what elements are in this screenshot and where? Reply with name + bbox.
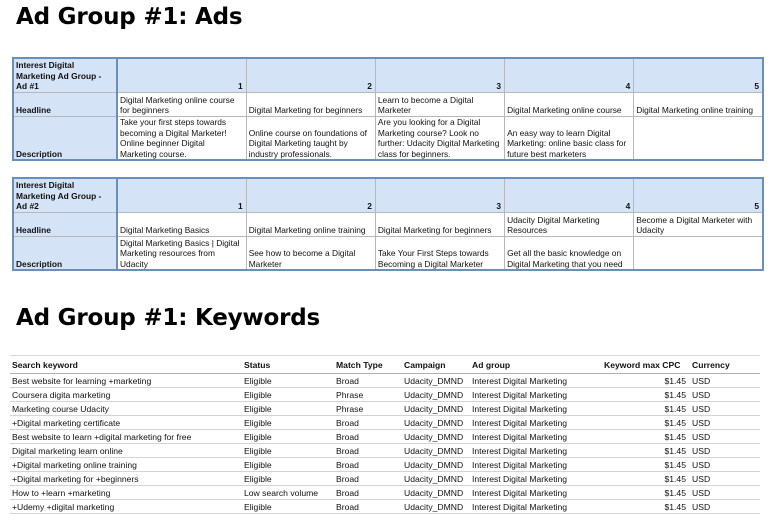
status-cell: Eligible <box>242 500 334 514</box>
description-cell: An easy way to learn Digital Marketing: online basic class for future best marketers <box>505 116 634 160</box>
status-cell: Eligible <box>242 388 334 402</box>
header-ad-group: Ad group <box>470 356 602 374</box>
headline-label: Headline <box>13 92 117 116</box>
campaign-cell: Udacity_DMND <box>402 388 470 402</box>
keywords-section-title: Ad Group #1: Keywords <box>16 305 320 331</box>
currency-cell: USD <box>690 472 760 486</box>
ad-number: 3 <box>375 58 504 92</box>
description-cell <box>634 116 763 160</box>
status-cell: Low search volume <box>242 486 334 500</box>
description-label: Description <box>13 116 117 160</box>
header-currency: Currency <box>690 356 760 374</box>
keyword-row <box>10 444 760 458</box>
max-cpc-cell: $1.45 <box>602 430 690 444</box>
keyword-cell: +Digital marketing for +beginners <box>10 472 242 486</box>
ad-number: 2 <box>246 58 375 92</box>
ad-number: 3 <box>375 178 504 212</box>
ad-group-label: Interest Digital Marketing Ad Group - Ad #2 <box>13 178 117 212</box>
ad-number: 4 <box>505 178 634 212</box>
keyword-cell: Best website to learn +digital marketing for free <box>10 430 242 444</box>
header-keyword-max-cpc: Keyword max CPC <box>602 356 690 374</box>
keyword-row <box>10 416 760 430</box>
keyword-row <box>10 388 760 402</box>
keyword-row <box>10 430 760 444</box>
headline-label: Headline <box>13 212 117 236</box>
ad-group-cell: Interest Digital Marketing <box>470 402 602 416</box>
ad-group-cell: Interest Digital Marketing <box>470 486 602 500</box>
currency-cell: USD <box>690 458 760 472</box>
ad-group-cell: Interest Digital Marketing <box>470 444 602 458</box>
match-type-cell: Broad <box>334 444 402 458</box>
keyword-row <box>10 458 760 472</box>
match-type-cell: Phrase <box>334 402 402 416</box>
ad-group-cell: Interest Digital Marketing <box>470 388 602 402</box>
status-cell: Eligible <box>242 472 334 486</box>
ad-number: 4 <box>505 58 634 92</box>
status-cell: Eligible <box>242 416 334 430</box>
max-cpc-cell: $1.45 <box>602 388 690 402</box>
keywords-table <box>10 355 760 514</box>
keyword-row <box>10 500 760 514</box>
keyword-cell: Marketing course Udacity <box>10 402 242 416</box>
headline-cell: Udacity Digital Marketing Resources <box>505 212 634 236</box>
headline-cell: Digital Marketing online training <box>634 92 763 116</box>
currency-cell: USD <box>690 430 760 444</box>
currency-cell: USD <box>690 388 760 402</box>
keyword-row <box>10 374 760 388</box>
ad-table-2 <box>12 177 764 271</box>
status-cell: Eligible <box>242 430 334 444</box>
ad-group-cell: Interest Digital Marketing <box>470 472 602 486</box>
campaign-cell: Udacity_DMND <box>402 472 470 486</box>
status-cell: Eligible <box>242 402 334 416</box>
keyword-cell: +Digital marketing online training <box>10 458 242 472</box>
keyword-cell: Best website for learning +marketing <box>10 374 242 388</box>
currency-cell: USD <box>690 402 760 416</box>
headline-cell: Digital Marketing online training <box>246 212 375 236</box>
match-type-cell: Broad <box>334 374 402 388</box>
headline-cell: Digital Marketing for beginners <box>246 92 375 116</box>
currency-cell: USD <box>690 500 760 514</box>
match-type-cell: Broad <box>334 500 402 514</box>
ads-section-title: Ad Group #1: Ads <box>16 4 243 30</box>
campaign-cell: Udacity_DMND <box>402 430 470 444</box>
ad-number: 1 <box>117 58 246 92</box>
currency-cell: USD <box>690 416 760 430</box>
description-cell: Digital Marketing Basics | Digital Marketing resources from Udacity <box>117 236 246 270</box>
keyword-cell: +Udemy +digital marketing <box>10 500 242 514</box>
description-cell <box>634 236 763 270</box>
headline-cell: Become a Digital Marketer with Udacity <box>634 212 763 236</box>
campaign-cell: Udacity_DMND <box>402 486 470 500</box>
keyword-row <box>10 402 760 416</box>
currency-cell: USD <box>690 444 760 458</box>
keyword-cell: How to +learn +marketing <box>10 486 242 500</box>
keyword-row <box>10 486 760 500</box>
header-status: Status <box>242 356 334 374</box>
max-cpc-cell: $1.45 <box>602 486 690 500</box>
ad-group-cell: Interest Digital Marketing <box>470 500 602 514</box>
max-cpc-cell: $1.45 <box>602 500 690 514</box>
match-type-cell: Broad <box>334 472 402 486</box>
match-type-cell: Phrase <box>334 388 402 402</box>
max-cpc-cell: $1.45 <box>602 402 690 416</box>
description-cell: Take your first steps towards becoming a Digital Marketer! Online beginner Digital Marketing course. <box>117 116 246 160</box>
max-cpc-cell: $1.45 <box>602 458 690 472</box>
ad-group-cell: Interest Digital Marketing <box>470 458 602 472</box>
description-label: Description <box>13 236 117 270</box>
header-campaign: Campaign <box>402 356 470 374</box>
description-cell: Get all the basic knowledge on Digital Marketing that you need <box>505 236 634 270</box>
headline-cell: Digital Marketing for beginners <box>375 212 504 236</box>
campaign-cell: Udacity_DMND <box>402 458 470 472</box>
header-search-keyword: Search keyword <box>10 356 242 374</box>
campaign-cell: Udacity_DMND <box>402 500 470 514</box>
campaign-cell: Udacity_DMND <box>402 402 470 416</box>
match-type-cell: Broad <box>334 430 402 444</box>
keyword-cell: Digital marketing learn online <box>10 444 242 458</box>
status-cell: Eligible <box>242 444 334 458</box>
status-cell: Eligible <box>242 458 334 472</box>
campaign-cell: Udacity_DMND <box>402 416 470 430</box>
match-type-cell: Broad <box>334 486 402 500</box>
header-match-type: Match Type <box>334 356 402 374</box>
ad-group-cell: Interest Digital Marketing <box>470 374 602 388</box>
ad-number: 5 <box>634 178 763 212</box>
keyword-cell: Coursera digita marketing <box>10 388 242 402</box>
description-cell: Online course on foundations of Digital Marketing taught by industry professionals. <box>246 116 375 160</box>
ad-number: 2 <box>246 178 375 212</box>
max-cpc-cell: $1.45 <box>602 472 690 486</box>
headline-cell: Digital Marketing Basics <box>117 212 246 236</box>
keyword-row <box>10 472 760 486</box>
currency-cell: USD <box>690 374 760 388</box>
match-type-cell: Broad <box>334 416 402 430</box>
description-cell: Take Your First Steps towards Becoming a Digital Marketer <box>375 236 504 270</box>
headline-cell: Digital Marketing online course <box>505 92 634 116</box>
campaign-cell: Udacity_DMND <box>402 374 470 388</box>
keyword-cell: +Digital marketing certificate <box>10 416 242 430</box>
ad-group-cell: Interest Digital Marketing <box>470 430 602 444</box>
campaign-cell: Udacity_DMND <box>402 444 470 458</box>
max-cpc-cell: $1.45 <box>602 444 690 458</box>
ad-number: 1 <box>117 178 246 212</box>
ad-group-cell: Interest Digital Marketing <box>470 416 602 430</box>
status-cell: Eligible <box>242 374 334 388</box>
ad-number: 5 <box>634 58 763 92</box>
currency-cell: USD <box>690 486 760 500</box>
headline-cell: Learn to become a Digital Marketer <box>375 92 504 116</box>
ad-table-1 <box>12 57 764 161</box>
headline-cell: Digital Marketing online course for beginners <box>117 92 246 116</box>
max-cpc-cell: $1.45 <box>602 374 690 388</box>
max-cpc-cell: $1.45 <box>602 416 690 430</box>
match-type-cell: Broad <box>334 458 402 472</box>
ad-group-label: Interest Digital Marketing Ad Group - Ad #1 <box>13 58 117 92</box>
description-cell: Are you looking for a Digital Marketing course? Look no further: Udacity Digital Marketing class for beginners. <box>375 116 504 160</box>
description-cell: See how to become a Digital Marketer <box>246 236 375 270</box>
